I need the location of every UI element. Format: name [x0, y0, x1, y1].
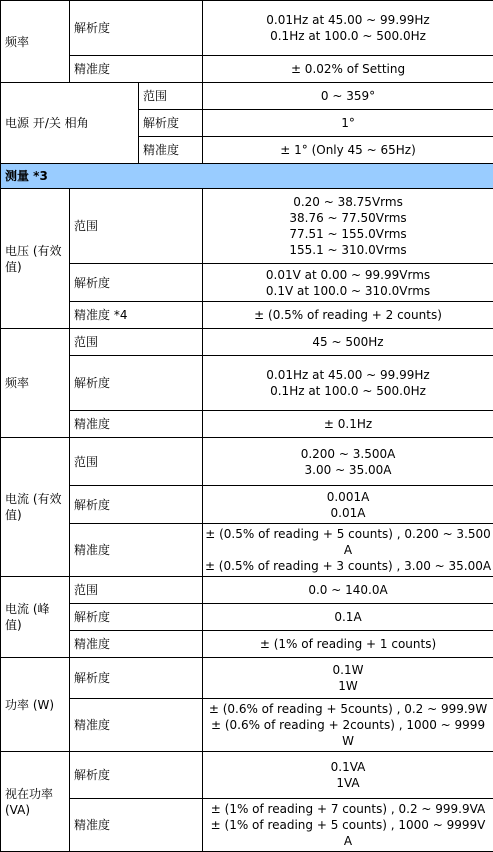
- param-label: 精准度: [70, 56, 203, 83]
- table-row: [1, 164, 493, 189]
- value-cell: [203, 799, 493, 852]
- param-label: 解析度: [70, 486, 203, 524]
- value-line: ± (1% of reading + 5 counts) , 1000 ~ 9999VA: [207, 817, 489, 849]
- table-row: [1, 302, 493, 329]
- value-line: 3.00 ~ 35.00A: [207, 462, 489, 478]
- param-label: 精准度: [70, 631, 203, 658]
- param-label: 精准度: [70, 799, 203, 852]
- value-cell: [203, 411, 493, 438]
- table-row: [1, 1, 493, 56]
- value-line: ± (0.5% of reading + 5 counts) , 0.200 ~ 3.500A: [203, 526, 493, 558]
- value-line: 0.1Hz at 100.0 ~ 500.0Hz: [207, 383, 489, 399]
- value-line: 0.20 ~ 38.75Vrms: [207, 194, 489, 210]
- param-label: 精准度: [70, 699, 203, 752]
- value-line: ± (0.6% of reading + 5counts) , 0.2 ~ 999.9W: [207, 701, 489, 717]
- value-cell: [203, 699, 493, 752]
- table-row: [1, 264, 493, 302]
- param-label: 范围: [70, 438, 203, 486]
- table-row: [1, 577, 493, 604]
- value-line: ± 0.02% of Setting: [207, 61, 489, 77]
- param-label: 解析度: [139, 110, 203, 137]
- value-line: ± (1% of reading + 7 counts) , 0.2 ~ 999.9VA: [207, 801, 489, 817]
- table-row: [1, 799, 493, 852]
- table-row: [1, 699, 493, 752]
- value-cell: [203, 110, 493, 137]
- category-cell: 视在功率 (VA): [1, 752, 70, 852]
- value-line: ± (0.6% of reading + 2counts) , 1000 ~ 9999W: [207, 717, 489, 749]
- category-cell: 频率: [1, 1, 70, 83]
- value-line: 0.01V at 0.00 ~ 99.99Vrms: [207, 267, 489, 283]
- value-line: ± (1% of reading + 1 counts): [207, 636, 489, 652]
- value-line: 0.01A: [207, 505, 489, 521]
- table-row: [1, 83, 493, 110]
- category-cell: 电源 开/关 相角: [1, 83, 139, 164]
- value-cell: [203, 658, 493, 699]
- value-cell: [203, 486, 493, 524]
- value-line: 45 ~ 500Hz: [207, 334, 489, 350]
- param-label: 范围: [70, 329, 203, 356]
- value-cell: [203, 631, 493, 658]
- value-line: 1VA: [207, 775, 489, 791]
- table-row: [1, 329, 493, 356]
- section-header: 测量 *3: [1, 164, 493, 189]
- param-label: 解析度: [70, 1, 203, 56]
- value-line: 155.1 ~ 310.0Vrms: [207, 242, 489, 258]
- value-cell: [203, 189, 493, 264]
- value-cell: [203, 604, 493, 631]
- category-cell: 电流 (峰值): [1, 577, 70, 658]
- value-cell: [203, 356, 493, 411]
- value-line: 0.200 ~ 3.500A: [207, 446, 489, 462]
- table-row: [1, 486, 493, 524]
- category-cell: 电压 (有效值): [1, 189, 70, 329]
- value-line: 0.001A: [207, 489, 489, 505]
- table-row: [1, 411, 493, 438]
- value-cell: [203, 83, 493, 110]
- param-label: 精准度: [139, 137, 203, 164]
- table-row: [1, 604, 493, 631]
- category-cell: 电流 (有效值): [1, 438, 70, 577]
- value-cell: [203, 329, 493, 356]
- value-cell: [203, 302, 493, 329]
- param-label: 解析度: [70, 604, 203, 631]
- param-label: 解析度: [70, 264, 203, 302]
- value-line: ± (0.5% of reading + 3 counts) , 3.00 ~ 35.00A: [203, 558, 493, 574]
- param-label: 范围: [139, 83, 203, 110]
- value-line: 0.01Hz at 45.00 ~ 99.99Hz: [207, 367, 489, 383]
- value-cell: [203, 524, 493, 577]
- value-cell: [203, 137, 493, 164]
- table-row: [1, 356, 493, 411]
- value-line: 38.76 ~ 77.50Vrms: [207, 210, 489, 226]
- value-line: 0.1VA: [207, 759, 489, 775]
- param-label: 范围: [70, 577, 203, 604]
- table-row: [1, 524, 493, 577]
- table-row: [1, 56, 493, 83]
- value-line: 0.1V at 100.0 ~ 310.0Vrms: [207, 283, 489, 299]
- category-cell: 功率 (W): [1, 658, 70, 752]
- value-cell: [203, 264, 493, 302]
- param-label: 精准度: [70, 411, 203, 438]
- value-line: 0.0 ~ 140.0A: [207, 582, 489, 598]
- category-cell: 频率: [1, 329, 70, 438]
- table-row: [1, 752, 493, 799]
- value-cell: [203, 438, 493, 486]
- value-line: ± 0.1Hz: [207, 416, 489, 432]
- param-label: 精准度 *4: [70, 302, 203, 329]
- value-cell: [203, 752, 493, 799]
- table-row: [1, 438, 493, 486]
- value-line: 1°: [207, 115, 489, 131]
- param-label: 解析度: [70, 658, 203, 699]
- value-line: 0.1Hz at 100.0 ~ 500.0Hz: [207, 28, 489, 44]
- value-cell: [203, 577, 493, 604]
- table-row: [1, 658, 493, 699]
- param-label: 范围: [70, 189, 203, 264]
- param-label: 解析度: [70, 356, 203, 411]
- value-line: ± (0.5% of reading + 2 counts): [207, 307, 489, 323]
- value-line: 0 ~ 359°: [207, 88, 489, 104]
- value-line: 0.1W: [207, 662, 489, 678]
- value-line: ± 1° (Only 45 ~ 65Hz): [207, 142, 489, 158]
- value-line: 0.01Hz at 45.00 ~ 99.99Hz: [207, 12, 489, 28]
- value-cell: [203, 56, 493, 83]
- value-line: 1W: [207, 678, 489, 694]
- param-label: 精准度: [70, 524, 203, 577]
- table-row: [1, 189, 493, 264]
- table-row: [1, 631, 493, 658]
- value-line: 0.1A: [207, 609, 489, 625]
- value-cell: [203, 1, 493, 56]
- value-line: 77.51 ~ 155.0Vrms: [207, 226, 489, 242]
- param-label: 解析度: [70, 752, 203, 799]
